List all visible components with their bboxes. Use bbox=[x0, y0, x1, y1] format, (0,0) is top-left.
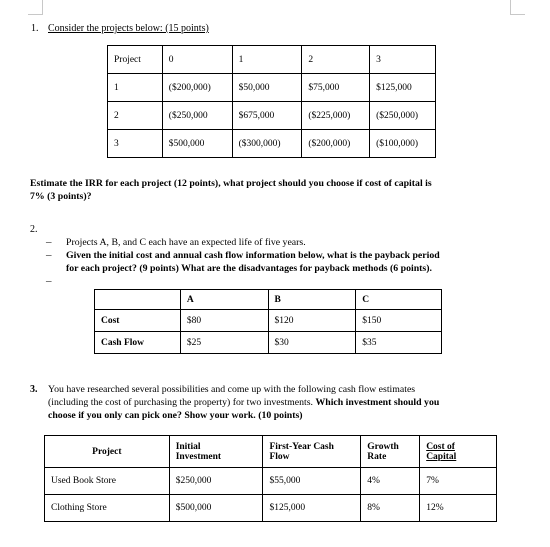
header-cell: 1 bbox=[232, 46, 302, 74]
table-cell: $55,000 bbox=[263, 468, 361, 495]
table-row bbox=[95, 332, 442, 354]
table-header-row bbox=[45, 436, 497, 468]
table-row bbox=[108, 74, 436, 102]
table-cell: $125,000 bbox=[263, 495, 361, 522]
q3-text-line3: choose if you only can pick one? Show your work. (10 points) bbox=[48, 410, 303, 421]
header-cell: 3 bbox=[370, 46, 436, 74]
table-row bbox=[95, 310, 442, 332]
table-cell: ($200,000) bbox=[302, 130, 370, 158]
q3-text-line2-bold: Which investment should you bbox=[315, 397, 440, 408]
header-cell: 0 bbox=[162, 46, 232, 74]
table-cell: 1 bbox=[108, 74, 163, 102]
table-cell: $120 bbox=[268, 310, 356, 332]
q1-heading: Consider the projects below: (15 points) bbox=[48, 23, 209, 34]
table-cell: ($225,000) bbox=[302, 102, 370, 130]
table-cell: 3 bbox=[108, 130, 163, 158]
header-cell: B bbox=[268, 290, 356, 310]
header-cell: Project bbox=[45, 436, 170, 468]
bullet-dash: – bbox=[46, 275, 52, 287]
q1-question-line2: 7% (3 points)? bbox=[30, 191, 92, 202]
table-header-row bbox=[108, 46, 436, 74]
table-row bbox=[45, 468, 497, 495]
header-cell: C bbox=[356, 290, 442, 310]
header-cell: 2 bbox=[302, 46, 370, 74]
header-line: First-Year Cash bbox=[269, 441, 334, 452]
header-line: Flow bbox=[269, 451, 290, 462]
header-line: Rate bbox=[367, 451, 387, 462]
row-label: Used Book Store bbox=[45, 468, 170, 495]
table-cell: ($250,000 bbox=[162, 102, 232, 130]
q2-payback-table bbox=[94, 289, 442, 354]
table-cell: $500,000 bbox=[162, 130, 232, 158]
table-cell: $250,000 bbox=[169, 468, 263, 495]
table-cell: ($200,000) bbox=[162, 74, 232, 102]
q2-number: 2. bbox=[30, 224, 38, 235]
q3-number: 3. bbox=[30, 384, 38, 395]
header-cell bbox=[420, 436, 497, 468]
header-line: Investment bbox=[175, 451, 222, 462]
q2-bullet2-line2: for each project? (9 points) What are the disadvantages for payback methods (6 points). bbox=[66, 263, 432, 274]
row-label: Cost bbox=[95, 310, 181, 332]
bullet-dash: – bbox=[46, 236, 52, 248]
table-cell: 12% bbox=[420, 495, 497, 522]
header-cell bbox=[95, 290, 181, 310]
page-corner-left bbox=[28, 0, 43, 15]
row-label: Clothing Store bbox=[45, 495, 170, 522]
q3-text-line1: You have researched several possibilities and come up with the following cash flow estimates bbox=[48, 384, 416, 395]
header-line: Growth bbox=[367, 441, 399, 452]
q1-question-line1: Estimate the IRR for each project (12 points), what project should you choose if cost of capital is bbox=[30, 178, 432, 189]
q2-bullet1: Projects A, B, and C each have an expected life of five years. bbox=[66, 237, 306, 248]
header-cell bbox=[361, 436, 420, 468]
table-header-row bbox=[95, 290, 442, 310]
q3-text-line2 bbox=[48, 397, 439, 408]
table-row bbox=[45, 495, 497, 522]
table-cell: $675,000 bbox=[232, 102, 302, 130]
table-cell: 2 bbox=[108, 102, 163, 130]
table-cell: $35 bbox=[356, 332, 442, 354]
table-cell: $500,000 bbox=[169, 495, 263, 522]
header-cell bbox=[263, 436, 361, 468]
table-row bbox=[108, 130, 436, 158]
q2-bullet2-line1: Given the initial cost and annual cash flow information below, what is the payback period bbox=[66, 250, 440, 261]
table-cell: $150 bbox=[356, 310, 442, 332]
table-cell: ($100,000) bbox=[370, 130, 436, 158]
table-cell: $75,000 bbox=[302, 74, 370, 102]
table-cell: 4% bbox=[361, 468, 420, 495]
table-cell: $125,000 bbox=[370, 74, 436, 102]
table-cell: $80 bbox=[180, 310, 268, 332]
page-corner-right bbox=[510, 0, 525, 15]
header-line: Cost of bbox=[426, 441, 455, 452]
table-cell: 8% bbox=[361, 495, 420, 522]
table-cell: $30 bbox=[268, 332, 356, 354]
header-cell: A bbox=[180, 290, 268, 310]
q1-number: 1. bbox=[31, 23, 39, 34]
table-row bbox=[108, 102, 436, 130]
q1-cashflow-table bbox=[107, 45, 436, 158]
header-line: Initial bbox=[175, 441, 201, 452]
table-cell: ($250,000) bbox=[370, 102, 436, 130]
q3-investment-table bbox=[44, 435, 497, 522]
table-cell: $50,000 bbox=[232, 74, 302, 102]
q3-text-line2-plain: (including the cost of purchasing the property) for two investments. bbox=[48, 397, 313, 408]
header-cell: Project bbox=[108, 46, 163, 74]
row-label: Cash Flow bbox=[95, 332, 181, 354]
header-cell bbox=[169, 436, 263, 468]
table-cell: $25 bbox=[180, 332, 268, 354]
table-cell: ($300,000) bbox=[232, 130, 302, 158]
bullet-dash: – bbox=[46, 249, 52, 261]
header-line: Capital bbox=[426, 451, 457, 462]
table-cell: 7% bbox=[420, 468, 497, 495]
